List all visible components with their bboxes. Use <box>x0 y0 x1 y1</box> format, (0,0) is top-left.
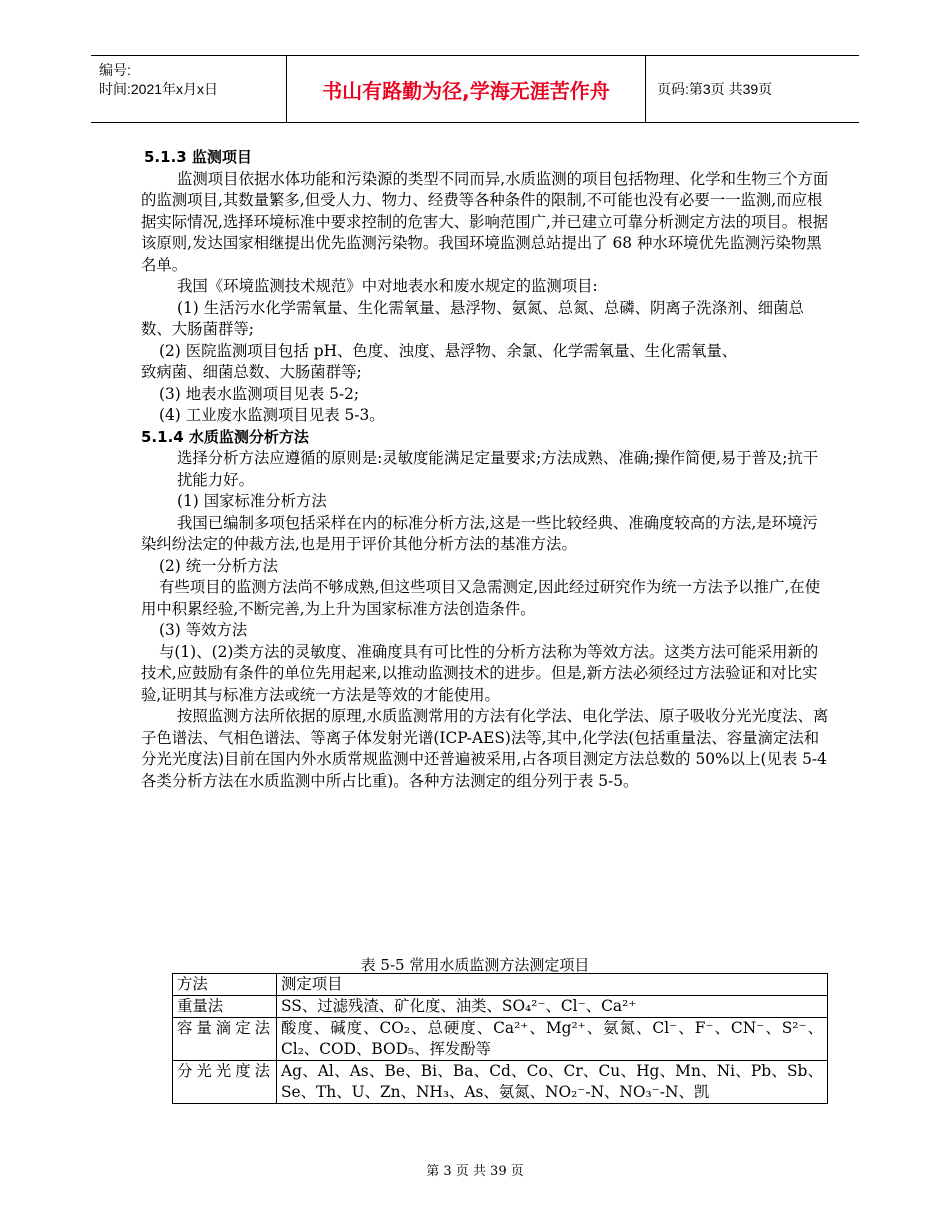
method-title: (2) 统一分析方法 <box>159 556 279 575</box>
list-item: (3) 地表水监测项目见表 5-2; <box>159 384 360 403</box>
paragraph: 按照监测方法所依据的原理,水质监测常用的方法有化学法、电化学法、原子吸收分光光度法、离子色谱法、气相色谱法、等离子体发射光谱(ICP-AES)法等,其中,化学法(包括重量法、容量滴定法和分光光度法)目前在国内外水质常规监测中还普遍被采用,占各项目测定方法总数的 50%以上(见表 5-4 各类分析方法在水质监测中所占比重)。各种方法测定的组分列于表 5-5。 <box>141 707 829 790</box>
items-cell: 酸度、碱度、CO₂、总硬度、Ca²⁺、Mg²⁺、氨氮、Cl⁻、F⁻、CN⁻、S²⁻、Cl₂、COD、BOD₅、挥发酚等 <box>277 1018 828 1061</box>
list-item: (2) 医院监测项目包括 pH、色度、浊度、悬浮物、余氯、化学需氧量、生化需氧量、 <box>159 341 738 360</box>
items-cell: SS、过滤残渣、矿化度、油类、SO₄²⁻、Cl⁻、Ca²⁺ <box>277 996 828 1018</box>
header-number-label: 编号: <box>99 62 131 78</box>
method-cell: 分光光度法 <box>173 1061 277 1104</box>
paragraph: 与(1)、(2)类方法的灵敏度、准确度具有可比性的分析方法称为等效方法。这类方法可能采用新的技术,应鼓励有条件的单位先用起来,以推动监测技术的进步。但是,新方法必须经过方法验证和对比实验,证明其与标准方法或统一方法是等效的才能使用。 <box>141 642 819 704</box>
paragraph: 有些项目的监测方法尚不够成熟,但这些项目又急需测定,因此经过研究作为统一方法予以推广,在使用中积累经验,不断完善,为上升为国家标准方法创造条件。 <box>141 578 821 618</box>
paragraph: 监测项目依据水体功能和污染源的类型不同而异,水质监测的项目包括物理、化学和生物三个方面的监测项目,其数量繁多,但受人力、物力、经费等各种条件的限制,不可能也没有必要一一监测,而应根据实际情况,选择环境标准中要求控制的危害大、影响范围广,并已建立可靠分析测定方法的项目。根据该原则,发达国家相继提出优先监测污染物。我国环境监测总站提出了 68 种水环境优先监测污染物黑名单。 <box>141 169 829 274</box>
table-caption: 表 5-5 常用水质监测方法测定项目 <box>360 956 590 974</box>
table-header-row <box>173 974 828 996</box>
method-title: (1) 国家标准分析方法 <box>177 492 327 510</box>
table-row <box>173 996 828 1018</box>
table-row <box>173 1018 828 1061</box>
method-cell: 容量滴定法 <box>173 1018 277 1061</box>
document-body <box>141 147 831 792</box>
list-item: (4) 工业废水监测项目见表 5-3。 <box>159 406 385 424</box>
methods-table <box>172 973 828 1104</box>
items-cell: Ag、Al、As、Be、Bi、Ba、Cd、Co、Cr、Cu、Hg、Mn、Ni、Pb、Sb、Se、Th、U、Zn、NH₃、As、氨氮、NO₂⁻-N、NO₃⁻-N、凯 <box>277 1061 828 1104</box>
paragraph: 我国《环境监测技术规范》中对地表水和废水规定的监测项目: <box>177 277 598 295</box>
list-item-continuation: 致病菌、细菌总数、大肠菌群等; <box>141 363 362 381</box>
paragraph: 选择分析方法应遵循的原则是:灵敏度能满足定量要求;方法成熟、准确;操作简便,易于普及;抗干扰能力好。 <box>177 449 819 489</box>
header-page-info: 页码:第3页 共39页 <box>657 81 773 97</box>
page-header <box>91 55 859 123</box>
list-item: (1) 生活污水化学需氧量、生化需氧量、悬浮物、氨氮、总氮、总磷、阴离子洗涤剂、细菌总数、大肠菌群等; <box>141 298 804 338</box>
table-header-cell: 测定项目 <box>277 974 828 996</box>
page-footer: 第 3 页 共 39 页 <box>426 1164 524 1179</box>
paragraph: 我国已编制多项包括采样在内的标准分析方法,这是一些比较经典、准确度较高的方法,是环境污染纠纷法定的仲裁方法,也是用于评价其他分析方法的基准方法。 <box>141 513 818 553</box>
section-title-5-1-3: 5.1.3 监测项目 <box>144 148 252 166</box>
header-meta <box>91 56 286 122</box>
table-row <box>173 1061 828 1104</box>
section-title-5-1-4: 5.1.4 水质监测分析方法 <box>141 427 309 446</box>
table-header-cell: 方法 <box>173 974 277 996</box>
method-title: (3) 等效方法 <box>159 621 248 639</box>
header-motto: 书山有路勤为径,学海无涯苦作舟 <box>286 56 646 122</box>
header-time-label: 时间:2021年x月x日 <box>99 81 219 97</box>
method-cell: 重量法 <box>173 996 277 1018</box>
